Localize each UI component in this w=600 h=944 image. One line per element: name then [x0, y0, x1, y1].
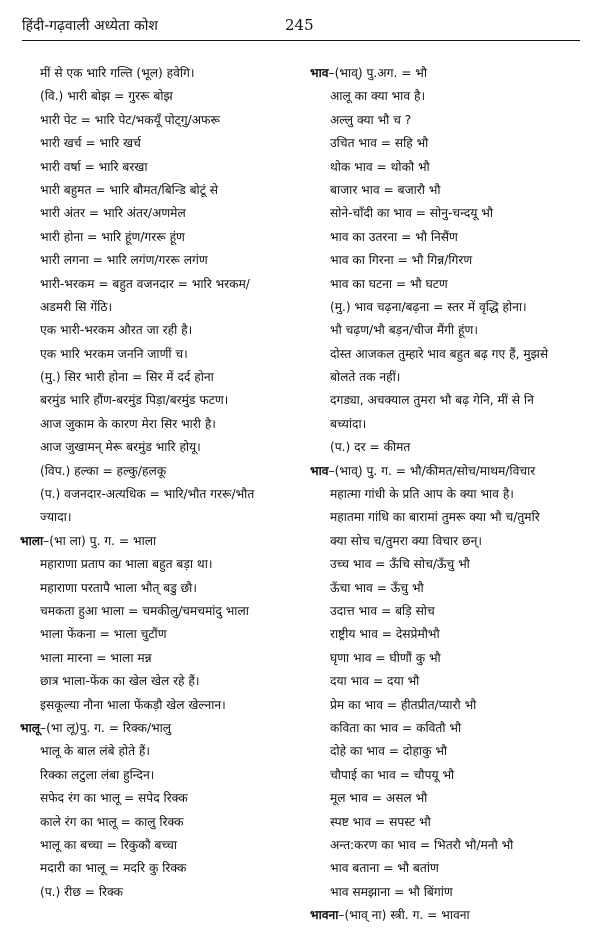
entry-text: स्पष्ट भाव = सपस्ट भौ: [330, 814, 431, 829]
entry-text: –(भाव्) पु. ग. = भौ/कीमत/सोच/माथम/विचार: [328, 463, 536, 478]
entry-line: [310, 85, 586, 108]
book-title: हिंदी-गढ़वाली अध्येता कोश: [22, 18, 158, 34]
entry-line: [20, 389, 302, 412]
entry-line: [20, 366, 302, 389]
entry-line: [310, 202, 586, 225]
entry-line: [20, 764, 302, 787]
entry-line: [20, 273, 302, 296]
entry-text: भाव समझाना = भौ बिंगांण: [330, 884, 453, 899]
entry-text: (मु.) भाव चढ़ना/बढ़ना = स्तर में वृद्धि होना।: [330, 299, 527, 314]
entry-text: (प.) दर = कीमत: [330, 440, 411, 455]
entry-text: अडमरी सि गेंठि।: [40, 299, 113, 314]
entry-line: [20, 132, 302, 155]
entry-line: [310, 483, 586, 506]
entry-text: भाला फेंकना = भाला चुटौंण: [40, 627, 167, 642]
entry-text: भारी खर्च = भारि खर्च: [40, 136, 141, 151]
entry-line: [20, 811, 302, 834]
entry-line: [310, 577, 586, 600]
page-header: [22, 10, 580, 41]
entry-text: भारी पेट = भारि पेट/भकयूँ पोट्गु/अफरू: [40, 112, 220, 127]
entry-line: [310, 296, 586, 319]
entry-line: [20, 740, 302, 763]
headword: भाव: [310, 66, 329, 80]
entry-text: –(भा ला) पु. ग. = भाला: [43, 533, 157, 548]
entry-text: (प.) वजनदार-अत्यधिक = भारि/भौत गररू/भौत: [40, 487, 255, 502]
entry-headword-line: [20, 530, 302, 553]
entry-text: भारी होना = भारि हूंण/गररू हूंण: [40, 229, 185, 244]
entry-line: [20, 109, 302, 132]
entry-text: एक भारी-भरकम औरत जा रही है।: [40, 323, 193, 338]
entry-text: भाला मारना = भाला मन्न: [40, 650, 152, 665]
entry-text: महात्मा गांधी के प्रति आप के क्या भाव है।: [330, 487, 514, 502]
entry-text: –(भाव्) पु.अग. = भौ: [328, 66, 428, 80]
entry-headword-line: [310, 460, 586, 483]
entry-text: बच्यांदा।: [330, 416, 367, 431]
entry-text: भारी अंतर = भारि अंतर/अणमेल: [40, 206, 186, 221]
entry-text: बोलते तक नहीं।: [330, 370, 401, 385]
entry-text: भाव का उतरना = भौ निसैंण: [330, 229, 458, 244]
entry-text: (मु.) सिर भारी होना = सिर में दर्द होना: [40, 370, 214, 385]
entry-line: [20, 553, 302, 576]
entry-line: [20, 62, 302, 85]
entry-text: आज जुखामन् मेरू बरमुंड भारि होयू।: [40, 440, 201, 455]
entry-text: मीं से एक भारि गल्ति (भूल) हवेगि।: [40, 66, 195, 80]
entry-text: चौपाई का भाव = चौपयू भौ: [330, 767, 455, 782]
entry-line: [20, 577, 302, 600]
entry-text: भाव का घटना = भौ घटण: [330, 276, 448, 291]
page-number: 245: [285, 16, 314, 34]
entry-text: सफेद रंग का भालू = सपेद रिक्क: [40, 791, 188, 806]
entry-text: घृणा भाव = घीणौं कु भौ: [330, 650, 441, 665]
entry-text: दोस्त आजकल तुम्हारे भाव बहुत बढ़ गए हैं, मुझसे: [330, 346, 549, 361]
entry-text: उचित भाव = सहि भौ: [330, 136, 429, 151]
entry-line: [310, 319, 586, 342]
entry-line: [20, 647, 302, 670]
entry-text: भाव बताना = भौ बतांण: [330, 861, 439, 876]
entry-line: [20, 787, 302, 810]
entry-line: [310, 389, 586, 412]
entry-text: दोहे का भाव = दोहाकु भौ: [330, 744, 448, 759]
left-column: [20, 62, 302, 904]
entry-text: –(भाव् ना) स्त्री. ग. = भावना: [338, 908, 470, 923]
entry-line: [310, 109, 586, 132]
entry-line: [20, 460, 302, 483]
entry-line: [20, 623, 302, 646]
entry-line: [20, 506, 302, 529]
entry-line: [20, 319, 302, 342]
entry-line: [20, 834, 302, 857]
entry-text: इसकूल्या नौना भाला फेंकड़ौ खेल खेल्नान।: [40, 697, 226, 712]
entry-text: छात्र भाला-फेंक का खेल खेल रहे हैं।: [40, 674, 200, 689]
entry-text: क्या सोच च/तुमरा क्या विचार छन्।: [330, 533, 482, 548]
entry-text: आलू का क्या भाव है।: [330, 89, 426, 104]
headword: भाव: [310, 463, 329, 478]
entry-headword-line: [310, 62, 586, 85]
entry-text: ऊँचा भाव = ऊँचु भौ: [330, 580, 424, 595]
headword: भावना: [310, 908, 339, 923]
entry-line: [310, 811, 586, 834]
entry-line: [20, 670, 302, 693]
entry-line: [310, 647, 586, 670]
entry-text: कविता का भाव = कवितौ भौ: [330, 720, 462, 735]
entry-text: अन्त:करण का भाव = भितरौ भौ/मनौ भौ: [330, 837, 514, 852]
entry-text: प्रेम का भाव = हीतप्रीत/प्यारौ भौ: [330, 697, 477, 712]
entry-text: मदारी का भालू = मदरि कु रिक्क: [40, 861, 187, 876]
entry-line: [310, 787, 586, 810]
entry-line: [310, 764, 586, 787]
entry-text: भारी लगना = भारि लगंण/गररू लगंण: [40, 253, 208, 268]
entry-line: [310, 881, 586, 904]
entry-line: [310, 740, 586, 763]
entry-text: राष्ट्रीय भाव = देसप्रेमौभौ: [330, 627, 440, 642]
entry-line: [20, 343, 302, 366]
entry-text: उच्च भाव = ऊँचि सोच/ऊँचु भौ: [330, 557, 470, 572]
entry-text: ज्यादा।: [40, 510, 72, 525]
entry-line: [20, 881, 302, 904]
entry-line: [20, 436, 302, 459]
entry-text: भारी बहुमत = भारि बौमत/बिन्डि बोटूं से: [40, 182, 218, 197]
entry-text: (विप.) हल्का = हल्कु/हलकू: [40, 463, 167, 478]
entry-line: [20, 857, 302, 880]
entry-line: [310, 273, 586, 296]
entry-text: भारी-भरकम = बहुत वजनदार = भारि भरकम/: [40, 276, 250, 291]
entry-line: [310, 366, 586, 389]
entry-line: [310, 600, 586, 623]
entry-line: [310, 506, 586, 529]
entry-text: –(भा लू)पु. ग. = रिक्क/भालु: [40, 720, 172, 735]
entry-line: [20, 179, 302, 202]
entry-text: बाजार भाव = बजारौ भौ: [330, 182, 441, 197]
entry-text: महातमा गांधि का बारामां तुमरू क्या भौ च/तुमरि: [330, 510, 540, 525]
entry-line: [310, 530, 586, 553]
entry-line: [310, 343, 586, 366]
entry-line: [310, 179, 586, 202]
entry-text: महाराणा प्रताप का भाला बहुत बड़ा था।: [40, 557, 213, 572]
entry-line: [310, 553, 586, 576]
entry-line: [20, 226, 302, 249]
entry-headword-line: [310, 904, 586, 927]
entry-text: एक भारि भरकम जननि जाणीं च।: [40, 346, 188, 361]
entry-line: [310, 226, 586, 249]
entry-text: आज जुकाम के कारण मेरा सिर भारी है।: [40, 416, 216, 431]
entry-line: [20, 413, 302, 436]
entry-text: भाव का गिरना = भौ गिन्न/गिरण: [330, 253, 473, 268]
entry-text: भौ चढ़ण/भौ बड़न/चीज मैंगी हूंण।: [330, 323, 478, 338]
entry-text: दगड्या, अचक्याल तुमरा भौ बढ़ गेनि, मीं से नि: [330, 393, 534, 408]
entry-text: बरमुंड भारि हौंण-बरमुंड पिड़ा/बरमुंड फटण।: [40, 393, 229, 408]
entry-line: [20, 483, 302, 506]
right-column: [310, 62, 586, 927]
entry-line: [310, 132, 586, 155]
entry-text: रिक्का लटुला लंबा हुन्दिन।: [40, 767, 155, 782]
entry-text: सोने-चाँदी का भाव = सोनु-चन्दयू भौ: [330, 206, 494, 221]
entry-line: [310, 413, 586, 436]
entry-line: [20, 156, 302, 179]
entry-text: चमकता हुआ भाला = चमकीलु/चमचमांदु भाला: [40, 603, 249, 618]
entry-line: [20, 296, 302, 319]
entry-text: भारी वर्षा = भारि बरखा: [40, 159, 148, 174]
entry-line: [20, 85, 302, 108]
entry-line: [310, 717, 586, 740]
entry-line: [20, 694, 302, 717]
entry-line: [310, 436, 586, 459]
headword: भालू: [20, 720, 40, 735]
headword: भाला: [20, 533, 44, 548]
entry-headword-line: [20, 717, 302, 740]
entry-text: भालू के बाल लंबे होते हैं।: [40, 744, 150, 759]
entry-text: अल्लु क्या भौ च ?: [330, 112, 412, 127]
entry-line: [310, 670, 586, 693]
entry-text: महाराणा परतापै भाला भौत् बडु छौ।: [40, 580, 197, 595]
entry-line: [310, 156, 586, 179]
entry-text: काले रंग का भालू = कालु रिक्क: [40, 814, 184, 829]
entry-text: (वि.) भारी बोझ = गुररू बोझ: [40, 89, 173, 104]
entry-line: [20, 600, 302, 623]
entry-line: [310, 249, 586, 272]
entry-text: थोक भाव = थोकौ भौ: [330, 159, 430, 174]
entry-text: भालू का बच्चा = रिकुकौ बच्चा: [40, 837, 178, 852]
entry-line: [20, 202, 302, 225]
entry-text: (प.) रीछ = रिक्क: [40, 884, 123, 899]
entry-line: [20, 249, 302, 272]
entry-text: दया भाव = दया भौ: [330, 674, 420, 689]
entry-line: [310, 694, 586, 717]
entry-text: उदात्त भाव = बड़ि सोच: [330, 603, 435, 618]
entry-line: [310, 834, 586, 857]
entry-text: मूल भाव = असल भौ: [330, 791, 428, 806]
entry-line: [310, 857, 586, 880]
entry-line: [310, 623, 586, 646]
